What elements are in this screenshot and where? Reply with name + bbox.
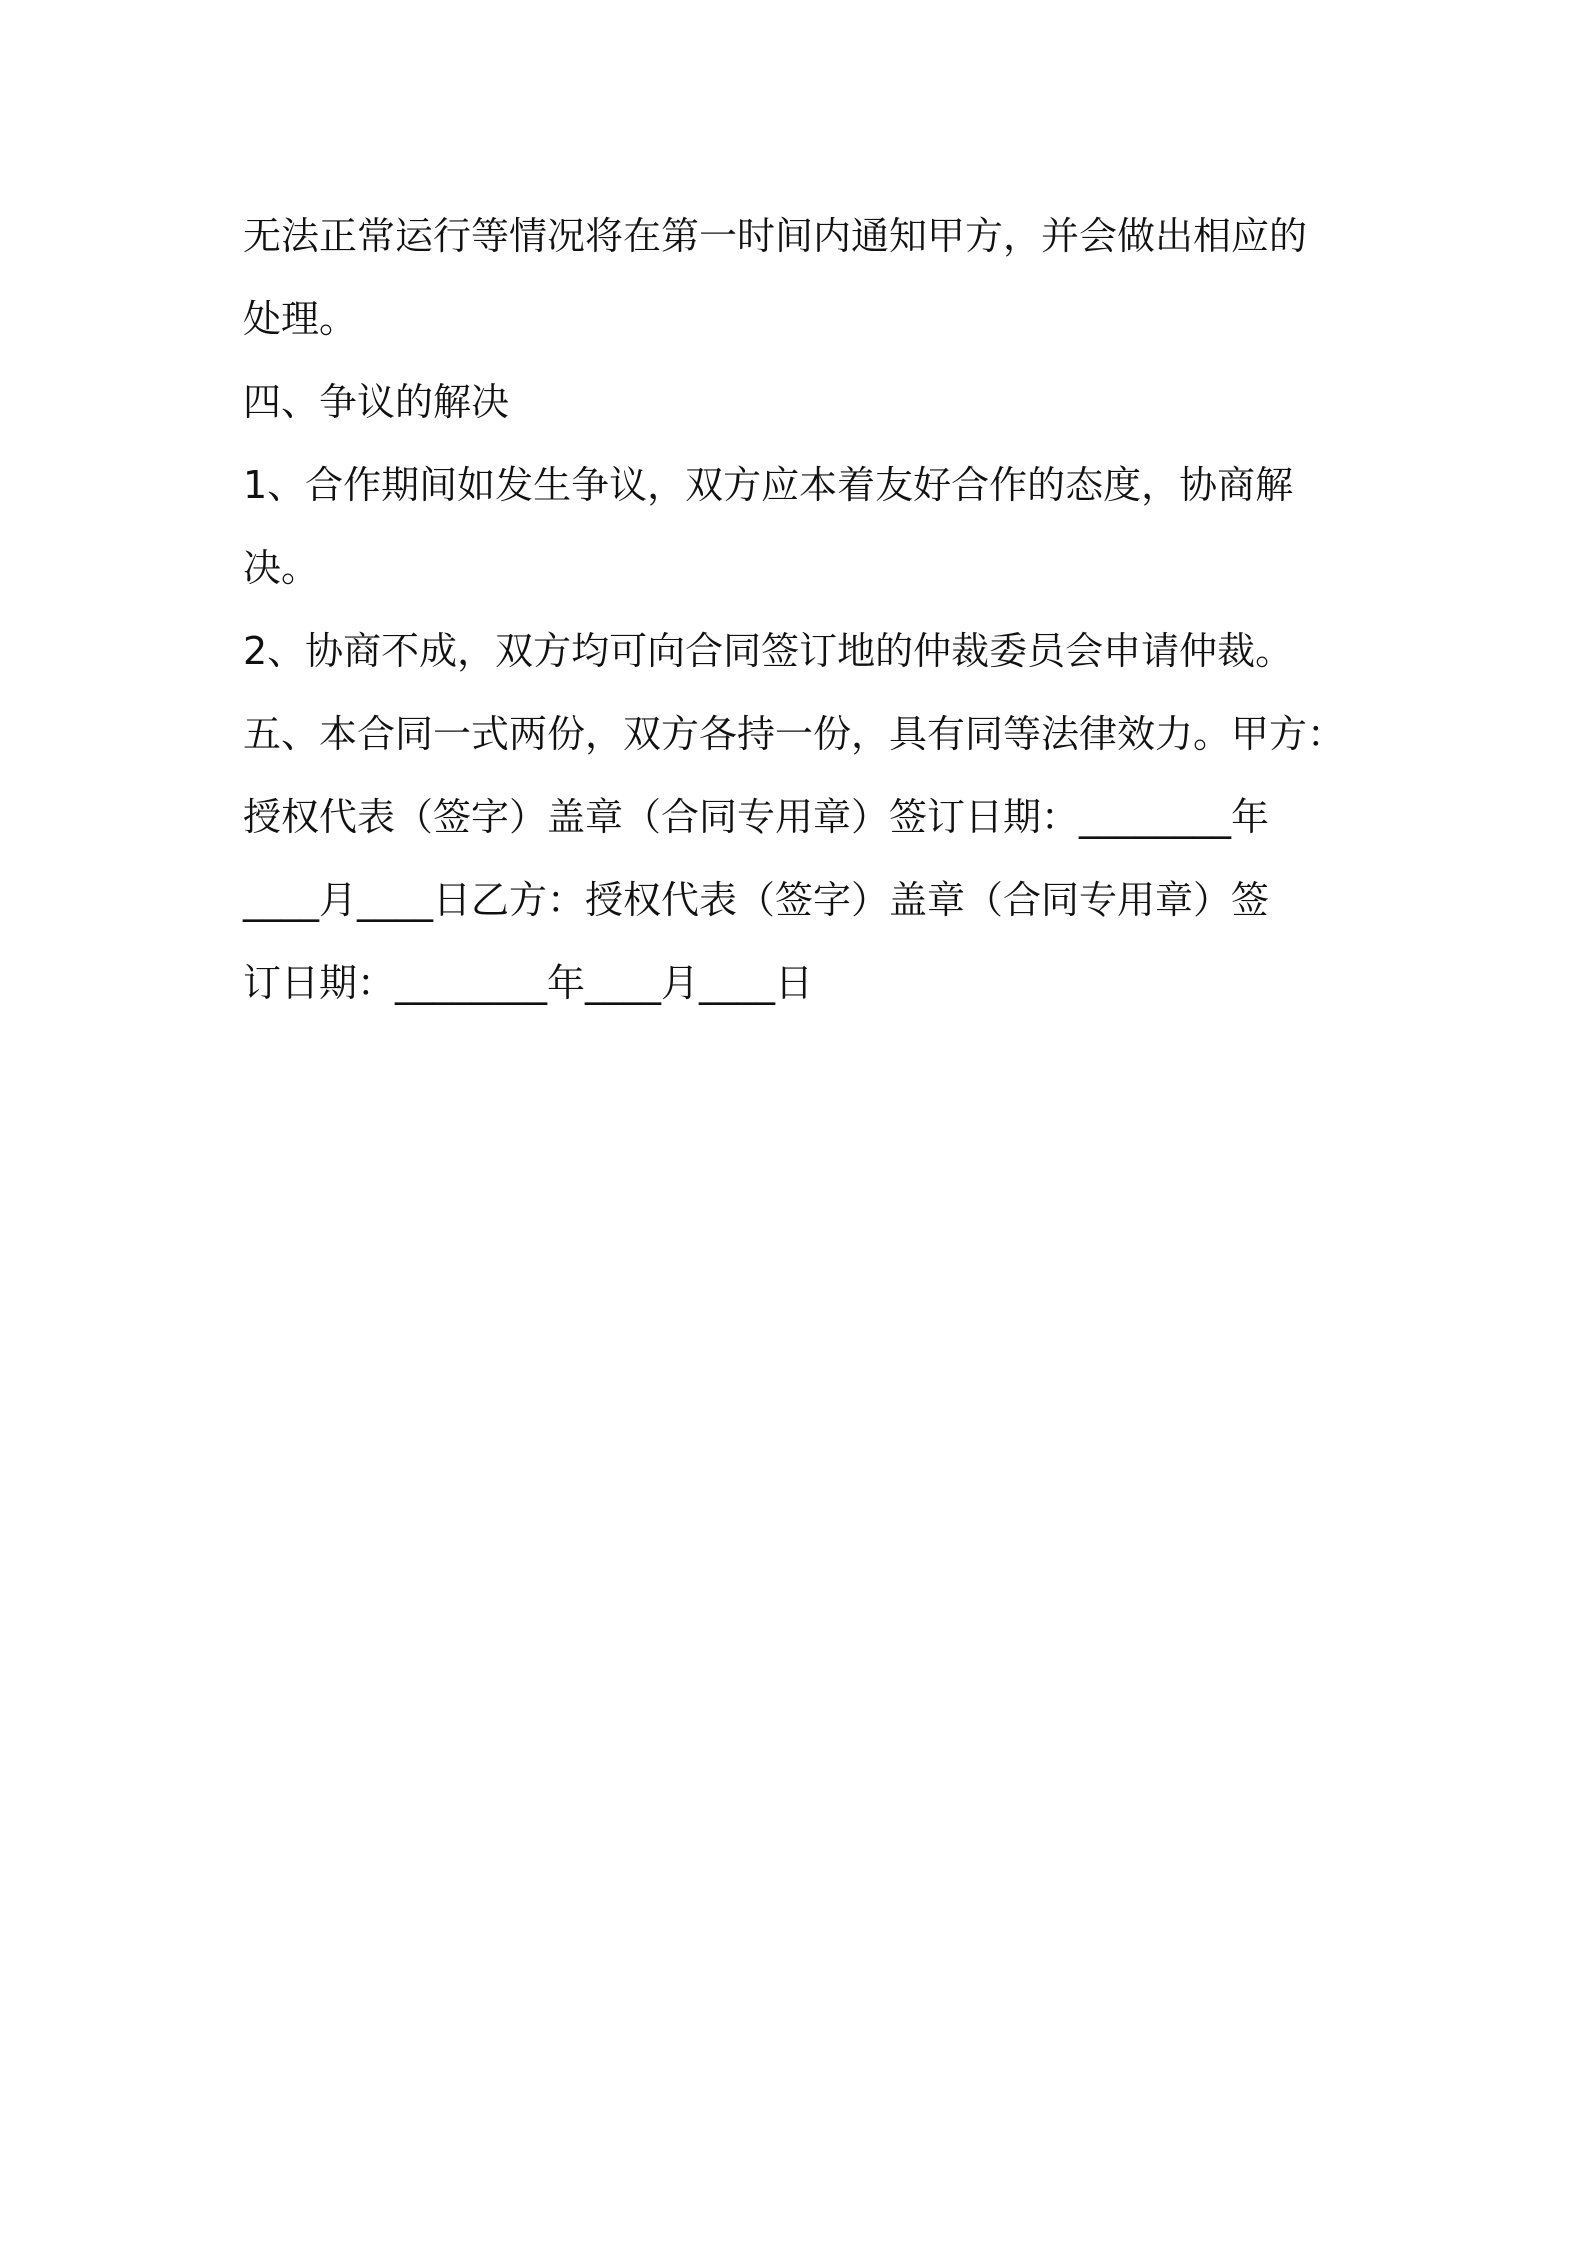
signature-line-3: 订日期：________年____月____日 [243,961,814,1005]
document-body [243,195,1358,1025]
section-five-line-1: 五、本合同一式两份，双方各持一份，具有同等法律效力。甲方： [243,712,1346,756]
section-heading-dispute: 四、争议的解决 [243,380,510,424]
clause-2: 2、协商不成，双方均可向合同签订地的仲裁委员会申请仲裁。 [243,629,1294,673]
signature-line-1: 授权代表（签字）盖章（合同专用章）签订日期：________年 [243,795,1270,839]
clause-1-line-2: 决。 [243,546,320,590]
paragraph-line-1: 无法正常运行等情况将在第一时间内通知甲方，并会做出相应的 [243,214,1308,258]
paragraph-line-2: 处理。 [243,297,358,341]
clause-1-line-1: 1、合作期间如发生争议，双方应本着友好合作的态度，协商解 [243,463,1294,507]
signature-line-2: ____月____日乙方：授权代表（签字）盖章（合同专用章）签 [243,878,1270,922]
